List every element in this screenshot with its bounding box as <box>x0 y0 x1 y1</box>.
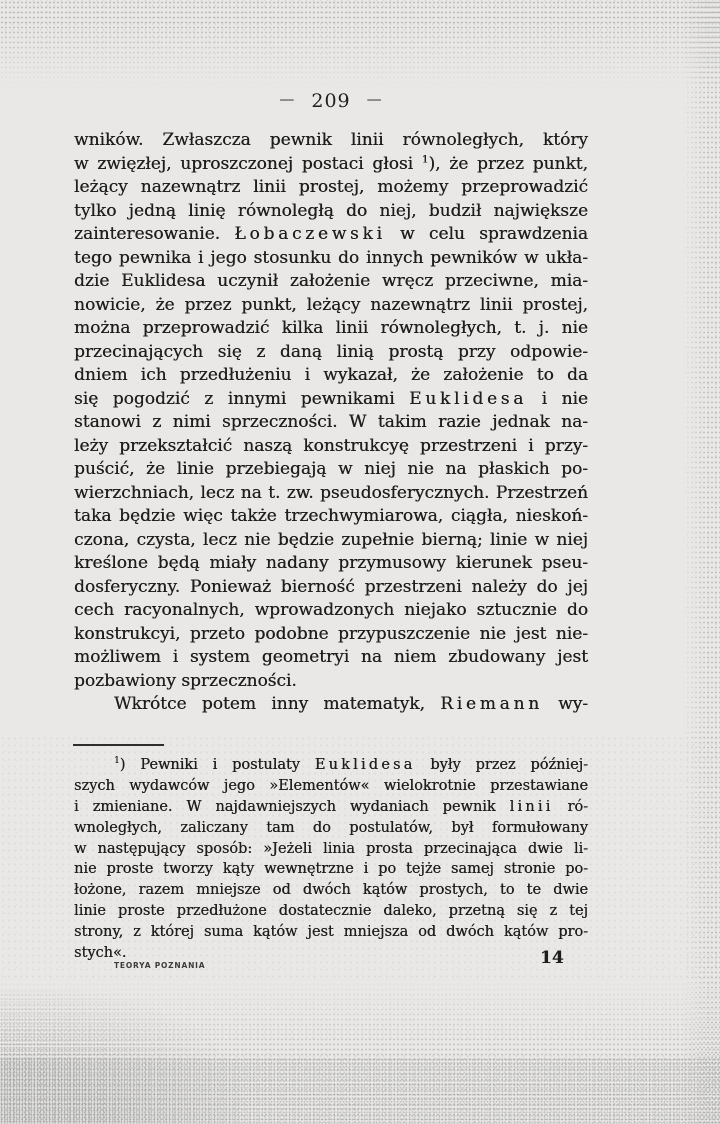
text-segment: wnoległych, zaliczany tam do postulatów, był formułowany <box>74 819 588 836</box>
text-segment: ), że przez punkt, <box>428 153 588 174</box>
text-segment: leży przekształcić naszą konstrukcyę przestrzeni i przy- <box>74 435 588 456</box>
text-segment: w zwięzłej, uproszczonej postaci głosi <box>74 153 422 174</box>
scan-noise-bottom-edge <box>0 1058 720 1124</box>
text-segment: można przeprowadzić kilka linii równoległych, t. j. nie <box>74 318 588 338</box>
header-dash-right: — <box>366 90 383 108</box>
text-line <box>74 458 588 482</box>
text-segment: nowicie, że przez punkt, leżący nazewnątrz linii prostej, <box>74 294 588 315</box>
text-line <box>74 646 588 670</box>
text-segment: szych wydawców jego »Elementów« wielokrotnie przestawiane <box>74 777 588 794</box>
text-line <box>74 552 588 576</box>
text-line <box>74 317 588 341</box>
text-segment: pozbawiony sprzeczności. <box>74 670 297 691</box>
emphasized-name: Euklidesa <box>314 757 416 773</box>
text-segment: stanowi z nimi sprzeczności. W takim razie jednak na- <box>74 412 588 432</box>
footnote-separator-rule <box>73 744 164 746</box>
text-line <box>74 576 588 600</box>
text-line <box>74 901 588 922</box>
scan-noise-right-edge <box>682 0 720 1124</box>
header-dash-left: — <box>279 90 296 108</box>
text-line <box>74 839 588 860</box>
text-line <box>74 200 588 224</box>
text-segment: możliwem i system geometryi na niem zbudowany jest <box>74 647 588 667</box>
text-segment: dosferyczny. Ponieważ bierność przestrzeni należy do jej <box>74 576 588 597</box>
scan-noise-bottom-left-corner <box>0 990 240 1124</box>
text-line <box>74 797 588 818</box>
text-segment: linie proste przedłużone dostatecznie daleko, przetną się z tej <box>74 903 588 920</box>
text-line <box>74 859 588 880</box>
series-mark: TEORYA POZNANIA <box>114 961 206 970</box>
text-line <box>74 435 588 459</box>
page-number-header <box>74 90 588 112</box>
sheet-signature-number: 14 <box>540 948 564 968</box>
text-segment: nie proste tworzy kąty wewnętrzne i po tejże samej stronie po- <box>74 861 588 878</box>
text-segment: tego pewnika i jego stosunku do innych pewników w ukła- <box>74 247 588 268</box>
text-segment: wy- <box>542 694 589 714</box>
page-number: 209 <box>311 90 351 112</box>
text-segment: czona, czysta, lecz nie będzie zupełnie bierną; linie w niej <box>74 529 588 550</box>
text-segment: cech racyonalnych, wprowadzonych niejako sztucznie do <box>74 600 588 620</box>
text-line <box>74 670 588 694</box>
text-segment: w następujący sposób: »Jeżeli linia prosta przecinająca dwie li- <box>74 840 588 857</box>
text-line <box>74 755 588 776</box>
scan-noise-bottom <box>0 972 720 1124</box>
text-segment: strony, z której suma kątów jest mniejsza od dwóch kątów pro- <box>74 924 588 941</box>
text-segment: się pogodzić z innymi pewnikami <box>74 388 410 409</box>
text-line <box>74 818 588 839</box>
text-line <box>74 693 588 717</box>
body-text <box>74 129 588 717</box>
text-segment: i nie <box>527 388 588 409</box>
text-segment: wników. Zwłaszcza pewnik linii równoległych, który <box>74 130 588 150</box>
footnote-text <box>74 755 588 964</box>
text-segment: leżący nazewnątrz linii prostej, możemy przeprowadzić <box>74 177 588 197</box>
text-segment: łożone, razem mniejsze od dwóch kątów prostych, to te dwie <box>74 882 588 899</box>
emphasized-name: Łobaczewski <box>234 224 386 244</box>
text-line <box>74 505 588 529</box>
footnote-reference-mark: 1 <box>114 756 120 767</box>
text-segment: ró- <box>553 798 589 815</box>
text-line <box>74 623 588 647</box>
text-line <box>74 776 588 797</box>
text-segment: tylko jedną linię równoległą do niej, budził największe <box>74 200 588 221</box>
text-segment: kreślone będą miały nadany przymusowy kierunek pseu- <box>74 553 588 573</box>
emphasized-name: Euklidesa <box>409 388 528 409</box>
text-line <box>74 529 588 553</box>
text-line <box>74 411 588 435</box>
emphasized-name: Riemann <box>440 694 543 714</box>
text-line <box>74 599 588 623</box>
text-segment: taka będzie więc także trzechwymiarowa, ciągła, nieskoń- <box>74 506 588 526</box>
emphasized-name: linii <box>509 798 554 815</box>
text-segment: wierzchniach, lecz na t. zw. pseudosferycznych. Przestrzeń <box>74 482 588 503</box>
text-line <box>74 270 588 294</box>
text-segment: przecinających się z daną linią prostą przy odpowie- <box>74 341 588 362</box>
text-line <box>74 294 588 318</box>
scan-noise-top-edge <box>0 0 720 88</box>
text-line <box>74 247 588 271</box>
text-segment: i zmieniane. W najdawniejszych wydaniach pewnik <box>74 798 510 815</box>
text-line <box>74 223 588 247</box>
text-segment: ) Pewniki i postulaty <box>119 757 315 773</box>
text-line <box>74 364 588 388</box>
text-line <box>74 176 588 200</box>
text-segment: Wkrótce potem inny matematyk, <box>114 694 441 714</box>
text-line <box>74 482 588 506</box>
text-segment: dzie Euklidesa uczynił założenie wręcz przeciwne, mia- <box>74 271 588 291</box>
text-segment: stych«. <box>74 945 127 962</box>
footnote-reference-mark: 1 <box>421 152 429 165</box>
text-segment: były przez później- <box>415 757 588 773</box>
text-line <box>74 880 588 901</box>
text-line <box>74 129 588 153</box>
text-line <box>74 388 588 412</box>
text-segment: dniem ich przedłużeniu i wykazał, że założenie to da <box>74 365 588 385</box>
text-line <box>74 153 588 177</box>
text-segment: konstrukcyi, przeto podobne przypuszczenie nie jest nie- <box>74 623 588 644</box>
text-segment: w celu sprawdzenia <box>385 224 588 244</box>
text-segment: zainteresowanie. <box>74 224 235 244</box>
text-line <box>74 341 588 365</box>
text-line <box>74 922 588 943</box>
text-segment: puścić, że linie przebiegają w niej nie na płaskich po- <box>74 459 588 479</box>
